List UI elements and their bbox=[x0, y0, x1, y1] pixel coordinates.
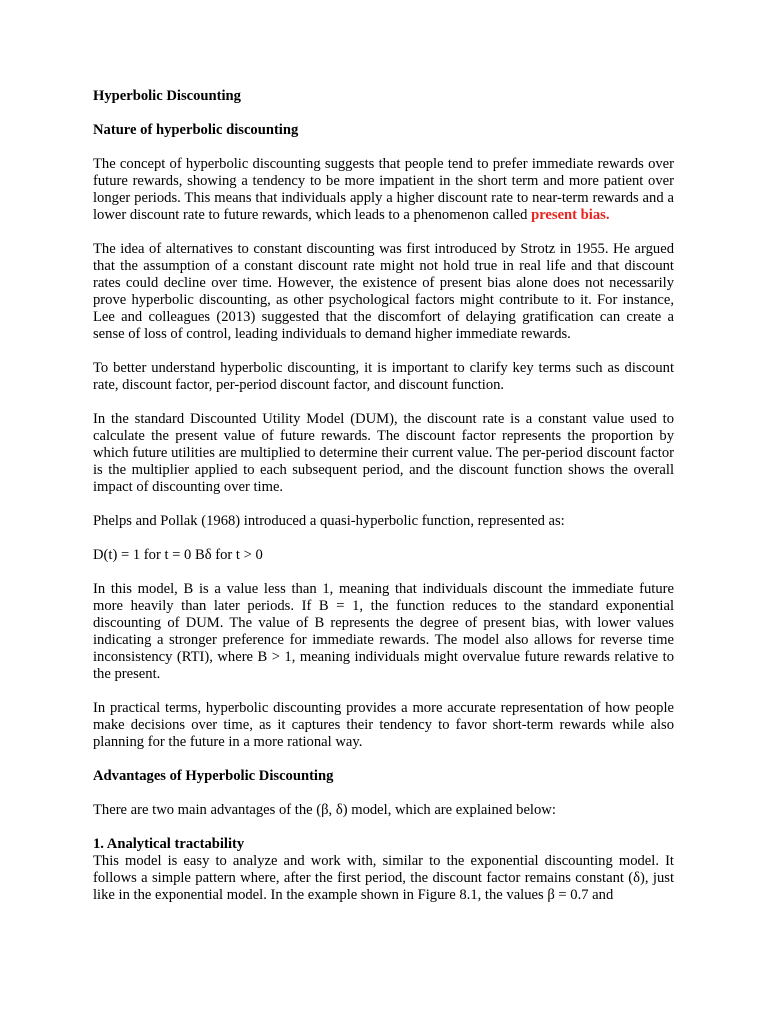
paragraph-two-advantages: There are two main advantages of the (β, δ) model, which are explained below: bbox=[93, 802, 556, 818]
paragraph-concept bbox=[93, 156, 674, 224]
paragraph-phelps-pollak: Phelps and Pollak (1968) introduced a quasi-hyperbolic function, represented as: bbox=[93, 513, 565, 529]
paragraph-dum: In the standard Discounted Utility Model (DUM), the discount rate is a constant value used to calculate the present value of future rewards. The discount factor represents the proportion by which future utilities are multiplied to determine their current value. The per-period discount factor is the multiplier applied to each subsequent period, and the discount function shows the overall impact of discounting over time. bbox=[93, 411, 674, 495]
paragraph-model: In this model, B is a value less than 1, meaning that individuals discount the immediate future more heavily than later periods. If B = 1, the function reduces to the standard exponential discounting of DUM. The value of B represents the degree of present bias, with lower values indicating a stronger preference for immediate rewards. The model also allows for reverse time inconsistency (RTI), where B > 1, meaning individuals might overvalue future rewards relative to the present. bbox=[93, 581, 674, 682]
paragraph-strotz: The idea of alternatives to constant discounting was first introduced by Strotz in 1955. He argued that the assumption of a constant discount rate might not hold true in real life and that discount rates could decline over time. However, the existence of present bias alone does not necessarily prove hyperbolic discounting, as other psychological factors might contribute to it. For instance, Lee and colleagues (2013) suggested that the discomfort of delaying gratification can create a sense of loss of control, leading individuals to demand higher immediate rewards. bbox=[93, 241, 674, 342]
formula-line: D(t) = 1 for t = 0 Bδ for t > 0 bbox=[93, 547, 263, 563]
section-heading-nature: Nature of hyperbolic discounting bbox=[93, 122, 299, 138]
present-bias-highlight: present bias. bbox=[531, 207, 610, 223]
document-title: Hyperbolic Discounting bbox=[93, 88, 241, 104]
paragraph-practical: In practical terms, hyperbolic discounting provides a more accurate representation of how people make decisions over time, as it captures their tendency to favor short-term rewards while also planning for the future in a more rational way. bbox=[93, 700, 674, 750]
paragraph-concept-text: The concept of hyperbolic discounting suggests that people tend to prefer immediate rewards over future rewards, showing a tendency to be more impatient in the short term and more patient over longer periods. This means that individuals apply a higher discount rate to near-term rewards and a lower discount rate to future rewards, which leads to a phenomenon called bbox=[93, 156, 674, 223]
paragraph-tractability: This model is easy to analyze and work with, similar to the exponential discounting model. It follows a simple pattern where, after the first period, the discount factor remains constant (δ), just like in the exponential model. In the example shown in Figure 8.1, the values β = 0.7 and bbox=[93, 853, 674, 903]
subsection-heading-tractability: 1. Analytical tractability bbox=[93, 836, 245, 852]
document-page bbox=[93, 88, 674, 921]
section-heading-advantages: Advantages of Hyperbolic Discounting bbox=[93, 768, 334, 784]
paragraph-key-terms: To better understand hyperbolic discounting, it is important to clarify key terms such as discount rate, discount factor, per-period discount factor, and discount function. bbox=[93, 360, 674, 393]
